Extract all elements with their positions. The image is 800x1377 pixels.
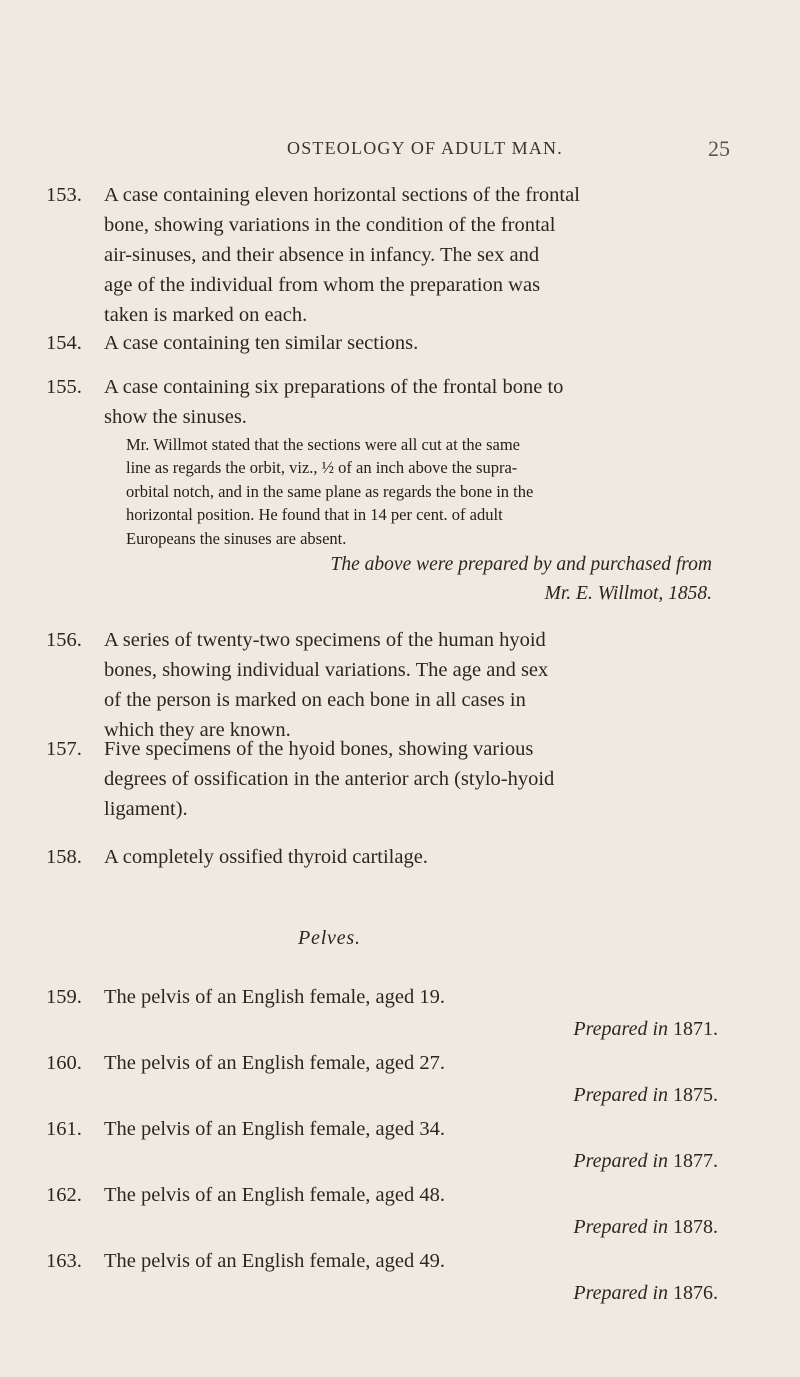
prepared-year: 1875. [673, 1084, 718, 1106]
prepared-year: 1877. [673, 1150, 718, 1172]
prepared-note [573, 1014, 718, 1044]
prepared-label: Prepared in [573, 1282, 668, 1304]
entry-text [104, 1114, 714, 1144]
entry-text [104, 982, 714, 1012]
note-line: Mr. Willmot stated that the sections were all cut at the same [126, 435, 521, 454]
entry-line: bones, showing individual variations. The age and sex [104, 659, 549, 681]
prepared-year: 1871. [673, 1018, 718, 1040]
note-line: orbital notch, and in the same plane as regards the bone in the [126, 481, 534, 501]
entry-text [104, 625, 714, 745]
entry-number: 160. [46, 1052, 82, 1074]
entry-line: The pelvis of an English female, aged 27. [104, 1052, 445, 1074]
entry-line: The pelvis of an English female, aged 34. [104, 1118, 445, 1140]
entry-line: bone, showing variations in the condition of the frontal [104, 214, 556, 236]
entry-number: 154. [46, 332, 82, 354]
entry-line: of the person is marked on each bone in all cases in [104, 689, 526, 711]
entry-line: The pelvis of an English female, aged 19. [104, 986, 445, 1008]
entry-number: 162. [46, 1184, 82, 1206]
entry-line: show the sinuses. [104, 406, 247, 428]
page-number: 25 [708, 136, 730, 161]
entry-text [104, 842, 714, 872]
entry-line: The pelvis of an English female, aged 49. [104, 1250, 445, 1272]
section-heading-pelves: Pelves. [298, 927, 361, 949]
attribution-line: Mr. E. Willmot, 1858. [544, 583, 712, 604]
prepared-year: 1876. [673, 1282, 718, 1304]
attribution [331, 550, 712, 608]
entry-line: taken is marked on each. [104, 304, 308, 326]
prepared-label: Prepared in [573, 1018, 668, 1040]
attribution-line: The above were prepared by and purchased from [330, 554, 712, 575]
header-title: OSTEOLOGY OF ADULT MAN. [287, 138, 563, 158]
prepared-note [573, 1278, 718, 1308]
entry-number: 161. [46, 1118, 82, 1140]
note-line: Europeans the sinuses are absent. [126, 528, 347, 548]
entry-text [104, 734, 714, 824]
entry-text [104, 180, 714, 330]
entry-line: A completely ossified thyroid cartilage. [104, 846, 428, 868]
entry-text [104, 328, 714, 358]
entry-number: 157. [46, 738, 82, 760]
entry-text [104, 1246, 714, 1276]
entry-line: degrees of ossification in the anterior arch (stylo-hyoid [104, 768, 555, 790]
prepared-note [573, 1080, 718, 1110]
prepared-label: Prepared in [573, 1216, 668, 1238]
prepared-note [573, 1146, 718, 1176]
prepared-year: 1878. [673, 1216, 718, 1238]
prepared-note [573, 1212, 718, 1242]
entry-number: 163. [46, 1250, 82, 1272]
note-line: line as regards the orbit, viz., ½ of an inch above the supra- [126, 458, 518, 478]
entry-line: ligament). [104, 798, 188, 820]
prepared-label: Prepared in [573, 1084, 668, 1106]
entry-number: 159. [46, 986, 82, 1008]
entry-number: 153. [46, 184, 82, 206]
entry-note [126, 433, 716, 550]
prepared-label: Prepared in [573, 1150, 668, 1172]
running-header [0, 138, 800, 166]
entry-number: 158. [46, 846, 82, 868]
entry-text [104, 1048, 714, 1078]
entry-line: A case containing eleven horizontal sections of the frontal [104, 184, 580, 206]
note-line: horizontal position. He found that in 14 per cent. of adult [126, 505, 503, 525]
entry-number: 155. [46, 376, 82, 398]
entry-line: age of the individual from whom the preparation was [104, 274, 541, 296]
entry-line: A series of twenty-two specimens of the human hyoid [104, 629, 546, 651]
entry-line: The pelvis of an English female, aged 48. [104, 1184, 445, 1206]
entry-number: 156. [46, 629, 82, 651]
entry-line: A case containing six preparations of the frontal bone to [104, 376, 564, 398]
entry-line: Five specimens of the hyoid bones, showing various [104, 738, 534, 760]
entry-line: A case containing ten similar sections. [104, 332, 419, 354]
entry-line: which they are known. [104, 719, 291, 741]
entry-text [104, 1180, 714, 1210]
entry-line: air-sinuses, and their absence in infancy. The sex and [104, 244, 540, 266]
entry-text [104, 372, 714, 432]
